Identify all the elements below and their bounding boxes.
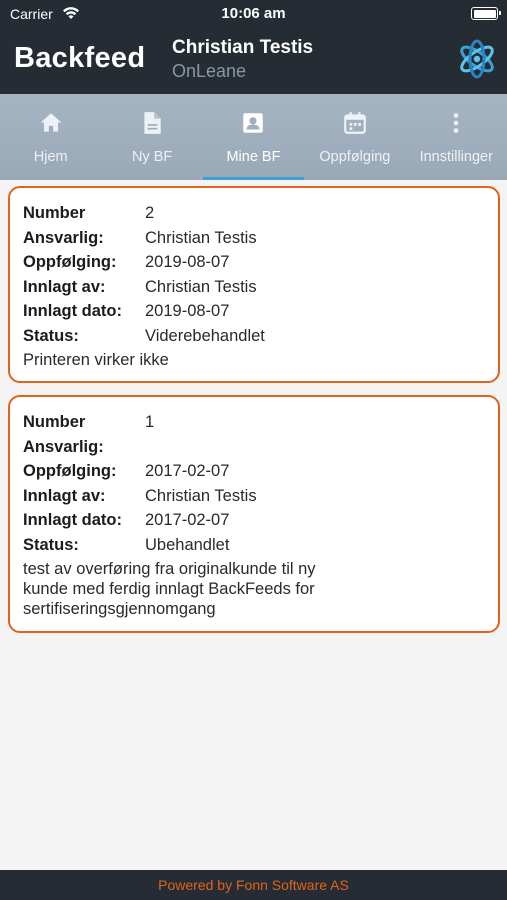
field-row-responsible <box>23 435 485 460</box>
field-value: 2019-08-07 <box>145 253 230 271</box>
field-value: 2017-02-07 <box>145 511 230 529</box>
field-row-number <box>23 201 485 226</box>
user-name: Christian Testis <box>172 37 314 58</box>
tab-bar <box>0 94 507 180</box>
field-label: Oppfølging: <box>23 462 117 480</box>
contact-card-icon <box>240 110 266 136</box>
tab-label: Ny BF <box>131 149 173 165</box>
clock: 10:06 am <box>221 5 286 22</box>
field-label: Status: <box>23 535 79 554</box>
field-value: Christian Testis <box>145 228 257 247</box>
field-row-status <box>23 533 485 558</box>
field-value: Viderebehandlet <box>145 326 265 345</box>
tab-label: Oppfølging <box>319 149 391 165</box>
tab-ny-bf[interactable] <box>101 94 202 180</box>
battery-icon <box>471 7 498 20</box>
field-label: Innlagt av: <box>23 277 106 296</box>
tab-innstillinger[interactable] <box>406 94 507 180</box>
carrier-label: Carrier <box>10 6 53 22</box>
more-vertical-icon <box>443 110 469 136</box>
field-row-status <box>23 324 485 349</box>
atom-logo-icon[interactable] <box>456 38 498 80</box>
field-row-entered-date <box>23 508 485 533</box>
field-label: Number <box>23 413 86 431</box>
field-row-entered-date <box>23 299 485 324</box>
field-value: Christian Testis <box>145 277 257 296</box>
tab-hjem[interactable] <box>0 94 101 180</box>
field-label: Ansvarlig: <box>23 437 104 456</box>
field-row-entered-by <box>23 275 485 300</box>
status-bar <box>0 0 507 28</box>
field-label: Number <box>23 204 86 222</box>
field-value: Ubehandlet <box>145 535 230 554</box>
field-row-followup <box>23 459 485 484</box>
backfeed-card[interactable] <box>8 186 500 383</box>
field-label: Innlagt dato: <box>23 511 122 529</box>
field-label: Ansvarlig: <box>23 228 104 247</box>
field-row-responsible <box>23 226 485 251</box>
card-description: Printeren virker ikke <box>23 351 169 369</box>
field-label: Status: <box>23 326 79 345</box>
tab-oppfolging[interactable] <box>304 94 405 180</box>
tab-mine-bf[interactable] <box>203 94 304 180</box>
field-value: 2019-08-07 <box>145 302 230 320</box>
field-value: 1 <box>145 413 155 431</box>
field-row-entered-by <box>23 484 485 509</box>
card-description: test av overføring fra originalkunde til ny kunde med ferdig innlagt BackFeeds for sertifiseringsgjennomgang <box>23 560 316 618</box>
field-value: Christian Testis <box>145 486 257 505</box>
app-header <box>0 0 507 94</box>
home-icon <box>38 110 64 136</box>
field-value: 2 <box>145 204 155 222</box>
tab-label: Mine BF <box>226 149 281 165</box>
field-row-followup <box>23 250 485 275</box>
app-title: Backfeed <box>14 42 146 74</box>
footer-credit: Powered by Fonn Software AS <box>0 870 507 900</box>
document-icon <box>139 110 165 136</box>
user-company: OnLeane <box>172 61 247 81</box>
tab-label: Hjem <box>33 149 68 165</box>
tab-label: Innstillinger <box>419 149 493 165</box>
field-label: Oppfølging: <box>23 253 117 271</box>
field-value: 2017-02-07 <box>145 462 230 480</box>
calendar-icon <box>342 110 368 136</box>
field-row-number <box>23 410 485 435</box>
field-label: Innlagt av: <box>23 486 106 505</box>
backfeed-card[interactable] <box>8 395 500 633</box>
field-label: Innlagt dato: <box>23 302 122 320</box>
